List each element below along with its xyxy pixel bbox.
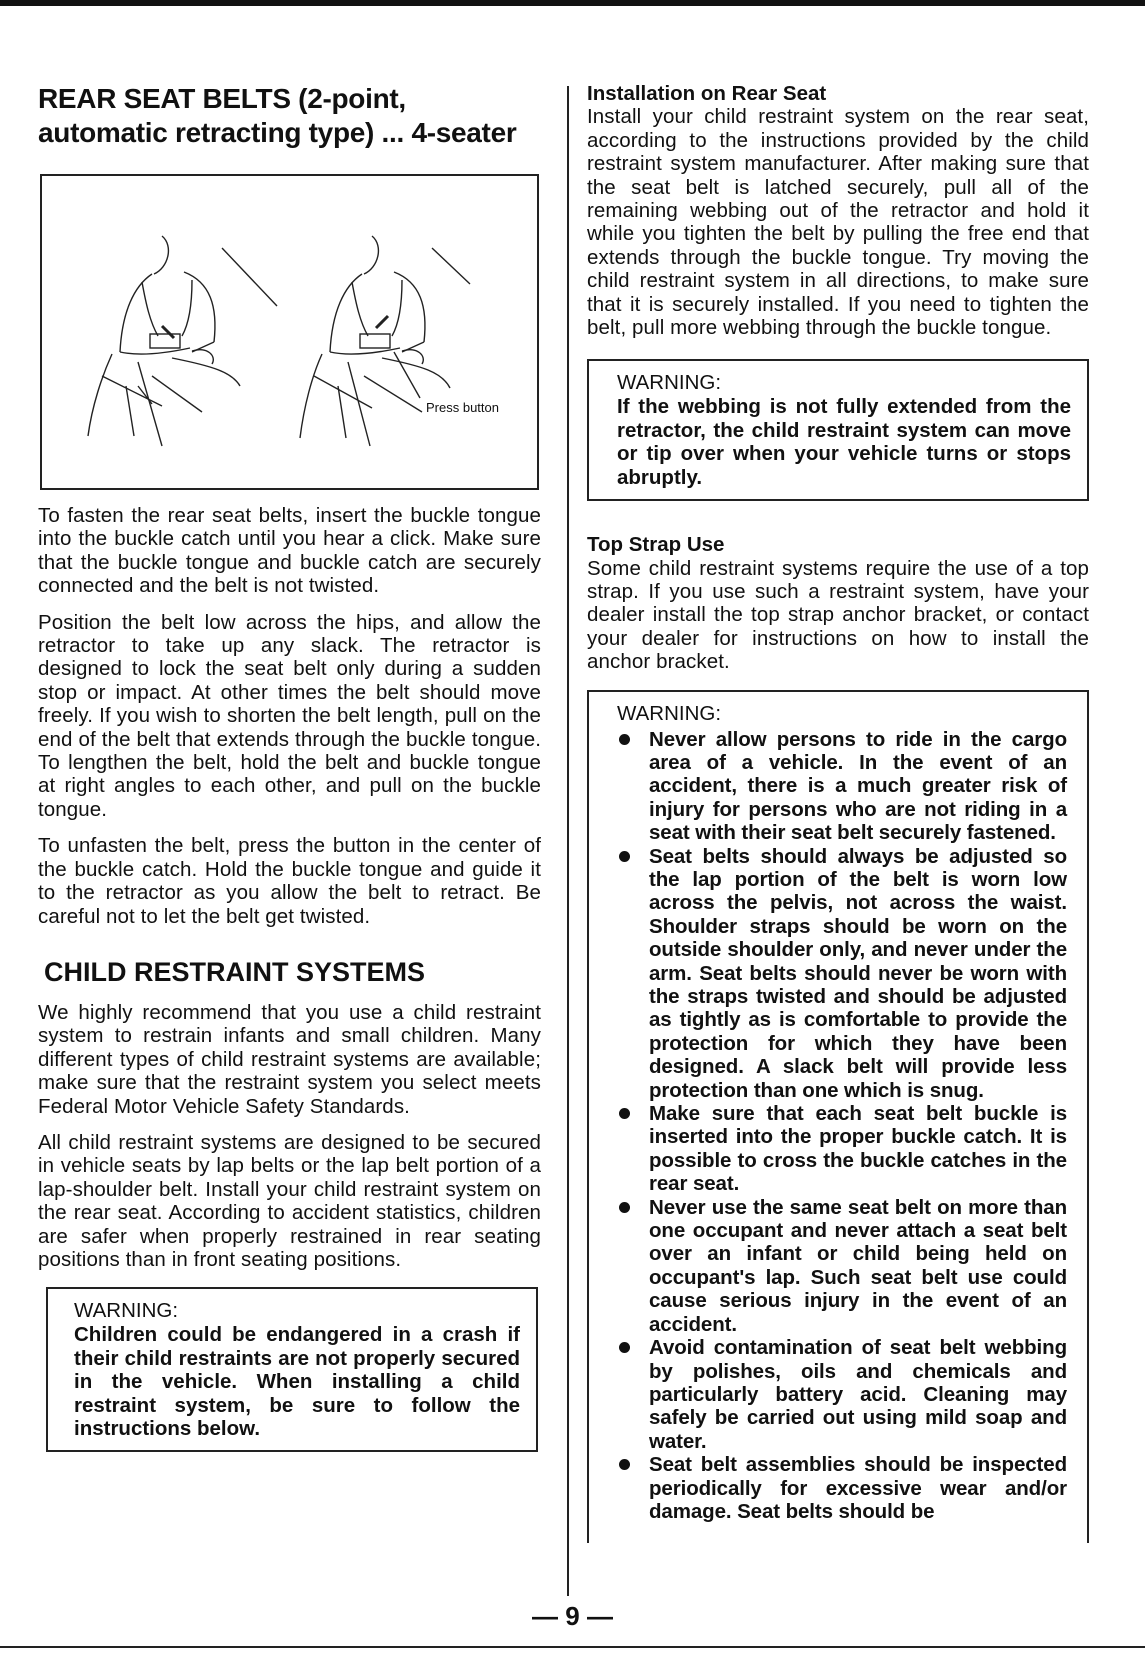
left-column xyxy=(38,82,541,1452)
warning-heading: WARNING: xyxy=(74,1299,179,1323)
bullet-icon xyxy=(619,851,630,862)
title-line-1: REAR SEAT BELTS (2-point, xyxy=(38,83,406,114)
warning-box-general xyxy=(587,690,1089,1543)
bullet-icon xyxy=(619,734,630,745)
position-paragraph: Position the belt low across the hips, and allow the retractor to take up any slack. The retractor is designed to lock the seat belt only during a sudden stop or impact. At other times the belt should move freely. If you wish to shorten the belt length, pull on the end of the belt that extends through the buckle tongue. To lengthen the belt, hold the belt and buckle tongue at right angles to each other, and pull on the buckle tongue. xyxy=(38,610,541,821)
bullet-icon xyxy=(619,1108,630,1119)
press-button-label: Press button xyxy=(426,400,499,415)
warning-list xyxy=(617,728,1067,1524)
top-strap-paragraph: Some child restraint systems require the use of a top strap. If you use such a restraint system, have your dealer install the top strap anchor bracket, or contact your dealer for instructions on how to install the anchor bracket. xyxy=(587,556,1089,674)
secured-paragraph: All child restraint systems are designed to be secured in vehicle seats by lap belts or the lap belt portion of a lap-shoulder belt. Install your child restraint system on the rear seat. According to accident statistics, children are safer when properly restrained in rear seating positions than in front seating positions. xyxy=(38,1130,541,1271)
page-number: — 9 — xyxy=(532,1601,613,1631)
fasten-paragraph: To fasten the rear seat belts, insert the buckle tongue into the buckle catch until you hear a click. Make sure that the buckle tongue and buckle catch are securely connected and the belt is not twisted. xyxy=(38,504,541,598)
warning-list-item: Never use the same seat belt on more than one occupant and never attach a seat belt over an infant or child being held on occupant's lap. Such seat belt use could cause serious injury in the event of an accident. xyxy=(617,1196,1067,1336)
top-strap-heading: Top Strap Use xyxy=(587,533,725,557)
title-line-2: automatic retracting type) ... 4-seater xyxy=(38,117,517,148)
column-divider xyxy=(567,86,569,1596)
warning-list-item: Never allow persons to ride in the cargo area of a vehicle. In the event of an accident, there is a much greater risk of injury for persons who are not riding in a seat with their seat belt securely fastened. xyxy=(617,728,1067,845)
warning-list-item: Make sure that each seat belt buckle is inserted into the proper buckle catch. It is possible to cross the buckle catches in the rear seat. xyxy=(617,1102,1067,1196)
warning-list-item: Avoid contamination of seat belt webbing by polishes, oils and chemicals and particularly battery acid. Cleaning may safely be carried out using mild soap and water. xyxy=(617,1336,1067,1453)
installation-heading: Installation on Rear Seat xyxy=(587,82,827,105)
warning-heading: WARNING: xyxy=(617,701,722,725)
seat-belt-drawing xyxy=(42,176,537,488)
section-title-child-restraint: CHILD RESTRAINT SYSTEMS xyxy=(44,956,426,987)
warning-text: If the webbing is not fully extended from the retractor, the child restraint system can move or tip over when your vehicle turns or stops abruptly. xyxy=(617,395,1071,489)
page-title xyxy=(38,82,541,150)
top-edge-bar xyxy=(0,0,1145,6)
bottom-edge-line xyxy=(0,1646,1145,1648)
recommend-paragraph: We highly recommend that you use a child restraint system to restrain infants and small children. Many different types of child restraint systems are available; make sure that the restraint system you select meets Federal Motor Vehicle Safety Standards. xyxy=(38,1000,541,1118)
warning-list-item: Seat belt assemblies should be inspected periodically for excessive wear and/or damage. Seat belts should be xyxy=(617,1453,1067,1523)
warning-box-webbing xyxy=(587,359,1089,501)
seat-belt-illustration xyxy=(40,174,539,490)
bullet-icon xyxy=(619,1459,630,1470)
bullet-icon xyxy=(619,1202,630,1213)
warning-text: Children could be endangered in a crash if their child restraints are not properly secured in the vehicle. When installing a child restraint system, be sure to follow the instructions below. xyxy=(74,1323,520,1440)
warning-list-item: Seat belts should always be adjusted so the lap portion of the belt is worn low across the pelvis, not across the waist. Shoulder straps should be worn on the outside shoulder only, and never under the arm. Seat belts should never be worn with the straps twisted and should be adjusted as tightly as is comfortable to provide the protection for which they have been designed. A slack belt will provide less protection than one which is snug. xyxy=(617,845,1067,1102)
unfasten-paragraph: To unfasten the belt, press the button in the center of the buckle catch. Hold the buckle tongue and guide it to the retractor as you allow the belt to retract. Be careful not to let the belt get twisted. xyxy=(38,834,541,928)
bullet-icon xyxy=(619,1342,630,1353)
right-column xyxy=(587,82,1089,1543)
installation-paragraph: Install your child restraint system on the rear seat, according to the instructions provided by the child restraint system manufacturer. After making sure that the seat belt is latched securely, pull all of the remaining webbing out of the retractor and hold it while you tighten the belt by pulling the free end that extends through the buckle tongue. Try moving the child restraint system in all directions, to make sure that it is securely installed. If you need to tighten the belt, pull more webbing through the buckle tongue. xyxy=(587,105,1089,340)
warning-box-children xyxy=(46,1287,538,1452)
warning-heading: WARNING: xyxy=(617,371,722,395)
